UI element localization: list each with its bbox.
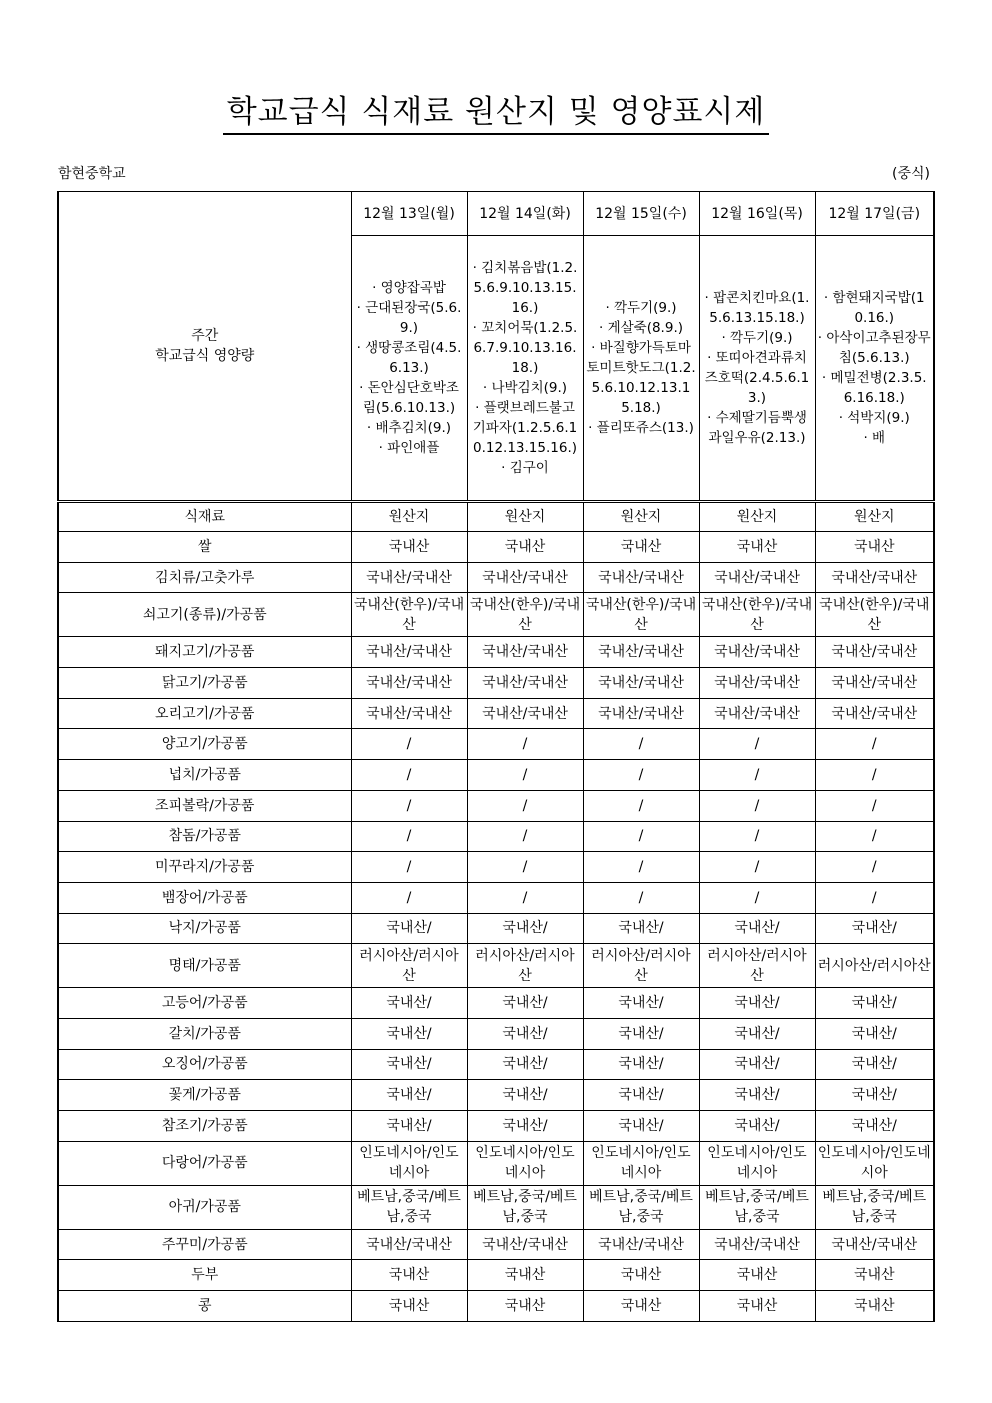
origin-value: 국내산/ <box>815 988 934 1019</box>
origin-value: / <box>815 882 934 913</box>
ingredient-name: 참조기/가공품 <box>58 1111 351 1142</box>
origin-value: 국내산/ <box>467 1049 583 1080</box>
origin-row <box>58 562 934 593</box>
origin-value: 국내산/ <box>467 913 583 944</box>
origin-value: 국내산/ <box>699 1111 815 1142</box>
ingredient-name: 넙치/가공품 <box>58 760 351 791</box>
origin-value: 베트남,중국/베트남,중국 <box>815 1185 934 1229</box>
origin-value: 국내산/ <box>583 1049 699 1080</box>
origin-value: / <box>699 821 815 852</box>
menu-list <box>586 298 697 438</box>
origin-row <box>58 988 934 1019</box>
meal-type: (중식) <box>892 166 930 182</box>
nutrition-label-line-2: 학교급식 영양량 <box>155 348 255 364</box>
origin-value: 국내산/ <box>815 1018 934 1049</box>
ingredient-name: 꽃게/가공품 <box>58 1080 351 1111</box>
origin-value: 국내산 <box>583 1291 699 1322</box>
origin-row <box>58 913 934 944</box>
menu-item: · 게살죽(8.9.) <box>599 320 683 336</box>
origin-value: 국내산/ <box>699 1049 815 1080</box>
origin-value: / <box>699 790 815 821</box>
origin-value: 국내산/국내산 <box>467 637 583 668</box>
origin-row <box>58 1049 934 1080</box>
ingredient-name: 쌀 <box>58 532 351 563</box>
menu-item: · 파인애플 <box>378 440 440 456</box>
origin-value: 국내산/국내산 <box>699 1229 815 1260</box>
origin-value: / <box>351 882 467 913</box>
origin-value: 국내산/ <box>699 913 815 944</box>
origin-value: / <box>815 729 934 760</box>
origin-value: 국내산(한우)/국내산 <box>815 593 934 637</box>
origin-value: 국내산/ <box>467 988 583 1019</box>
origin-header: 원산지 <box>699 502 815 532</box>
origin-row <box>58 1185 934 1229</box>
origin-value: 국내산 <box>351 1260 467 1291</box>
origin-value: 국내산/ <box>815 1049 934 1080</box>
origin-header: 원산지 <box>583 502 699 532</box>
origin-row <box>58 729 934 760</box>
origin-row <box>58 1018 934 1049</box>
origin-value: 국내산/국내산 <box>815 698 934 729</box>
origin-header: 원산지 <box>467 502 583 532</box>
origin-value: 국내산/ <box>815 1080 934 1111</box>
menu-cell <box>699 236 815 502</box>
origin-value: 인도네시아/인도네시아 <box>583 1141 699 1185</box>
menu-item: · 또띠아견과류치즈호떡(2.4.5.6.13.) <box>704 350 810 406</box>
origin-value: 국내산 <box>583 1260 699 1291</box>
origin-value: / <box>583 790 699 821</box>
origin-value: / <box>699 852 815 883</box>
ingredient-name: 아귀/가공품 <box>58 1185 351 1229</box>
ingredient-name: 양고기/가공품 <box>58 729 351 760</box>
date-cell: 12월 17일(금) <box>815 192 934 236</box>
origin-value: 국내산(한우)/국내산 <box>351 593 467 637</box>
origin-value: / <box>351 790 467 821</box>
ingredient-name: 다랑어/가공품 <box>58 1141 351 1185</box>
origin-value: 국내산/국내산 <box>467 698 583 729</box>
menu-item: · 돈안심단호박조림(5.6.10.13.) <box>359 380 459 416</box>
origin-value: / <box>467 760 583 791</box>
menu-item: · 깍두기(9.) <box>605 300 677 316</box>
menu-item: · 배추김치(9.) <box>366 420 452 436</box>
origin-value: 국내산 <box>351 532 467 563</box>
menu-list <box>354 278 465 458</box>
origin-value: 국내산/ <box>351 1111 467 1142</box>
origin-value: 국내산/국내산 <box>351 698 467 729</box>
origin-row <box>58 1080 934 1111</box>
ingredient-name: 명태/가공품 <box>58 944 351 988</box>
origin-row <box>58 637 934 668</box>
origin-value: / <box>351 821 467 852</box>
origin-value: / <box>815 760 934 791</box>
origin-value: 국내산 <box>815 1260 934 1291</box>
menu-item: · 수제딸기듬뿍생과일우유(2.13.) <box>707 410 807 446</box>
origin-value: 국내산/국내산 <box>583 562 699 593</box>
origin-row <box>58 1229 934 1260</box>
page-title <box>0 86 992 135</box>
ingredient-name: 참돔/가공품 <box>58 821 351 852</box>
ingredient-name: 오리고기/가공품 <box>58 698 351 729</box>
origin-value: 국내산/ <box>583 1111 699 1142</box>
origin-header-row <box>58 502 934 532</box>
origin-value: 국내산/국내산 <box>583 698 699 729</box>
origin-header: 원산지 <box>351 502 467 532</box>
origin-value: 국내산 <box>467 1260 583 1291</box>
menu-item: · 나박김치(9.) <box>482 380 568 396</box>
origin-value: 국내산/ <box>351 1018 467 1049</box>
origin-value: 베트남,중국/베트남,중국 <box>699 1185 815 1229</box>
ingredient-name: 오징어/가공품 <box>58 1049 351 1080</box>
origin-value: / <box>815 852 934 883</box>
origin-value: 국내산/국내산 <box>815 637 934 668</box>
menu-item: · 석박지(9.) <box>838 410 910 426</box>
origin-value: / <box>467 852 583 883</box>
menu-item: · 생땅콩조림(4.5.6.13.) <box>356 340 462 376</box>
menu-item: · 플리또쥬스(13.) <box>588 420 694 436</box>
origin-value: 국내산 <box>467 532 583 563</box>
menu-item: · 바질향가득토마토미트핫도그(1.2.5.6.10.12.13.15.18.) <box>586 340 696 416</box>
origin-value: / <box>583 852 699 883</box>
origin-value: 국내산 <box>467 1291 583 1322</box>
origin-value: 국내산/ <box>583 1080 699 1111</box>
origin-value: 국내산/국내산 <box>351 1229 467 1260</box>
origin-value: 국내산/국내산 <box>699 562 815 593</box>
origin-value: / <box>815 790 934 821</box>
origin-value: 국내산/국내산 <box>467 668 583 699</box>
origin-value: 국내산/ <box>583 988 699 1019</box>
menu-item: · 함현돼지국밥(10.16.) <box>823 290 925 326</box>
origin-value: / <box>815 821 934 852</box>
origin-value: / <box>467 821 583 852</box>
origin-value: 국내산/국내산 <box>699 698 815 729</box>
origin-row <box>58 790 934 821</box>
origin-value: 국내산(한우)/국내산 <box>583 593 699 637</box>
menu-cell <box>467 236 583 502</box>
ingredient-name: 갈치/가공품 <box>58 1018 351 1049</box>
origin-value: 베트남,중국/베트남,중국 <box>467 1185 583 1229</box>
origin-value: 국내산/국내산 <box>815 668 934 699</box>
ingredient-header: 식재료 <box>58 502 351 532</box>
origin-row <box>58 882 934 913</box>
menu-item: · 배 <box>863 430 886 446</box>
origin-row <box>58 760 934 791</box>
ingredient-name: 미꾸라지/가공품 <box>58 852 351 883</box>
origin-value: 국내산/ <box>699 1018 815 1049</box>
date-cell: 12월 16일(목) <box>699 192 815 236</box>
origin-value: 러시아산/러시아산 <box>815 944 934 988</box>
ingredient-name: 주꾸미/가공품 <box>58 1229 351 1260</box>
origin-value: 국내산/ <box>351 1049 467 1080</box>
origin-value: 베트남,중국/베트남,중국 <box>583 1185 699 1229</box>
menu-cell <box>815 236 934 502</box>
origin-value: 국내산/국내산 <box>815 1229 934 1260</box>
origin-value: 국내산(한우)/국내산 <box>699 593 815 637</box>
menu-item: · 팝콘치킨마요(1.5.6.13.15.18.) <box>704 290 810 326</box>
origin-value: 러시아산/러시아산 <box>699 944 815 988</box>
origin-value: 국내산 <box>583 532 699 563</box>
origin-value: 국내산/ <box>351 988 467 1019</box>
origin-row <box>58 668 934 699</box>
ingredient-name: 뱀장어/가공품 <box>58 882 351 913</box>
nutrition-label-line-1: 주간 <box>191 328 219 344</box>
origin-value: 국내산/ <box>699 988 815 1019</box>
origin-row <box>58 944 934 988</box>
menu-item: · 김구이 <box>501 460 549 476</box>
menu-cell <box>583 236 699 502</box>
origin-value: 국내산/ <box>467 1080 583 1111</box>
origin-value: 국내산 <box>351 1291 467 1322</box>
ingredient-name: 돼지고기/가공품 <box>58 637 351 668</box>
origin-value: 국내산/국내산 <box>583 1229 699 1260</box>
origin-value: 인도네시아/인도네시아 <box>815 1141 934 1185</box>
origin-value: / <box>699 760 815 791</box>
meal-table <box>57 191 935 1322</box>
menu-list <box>818 288 932 448</box>
origin-row <box>58 821 934 852</box>
origin-value: 국내산 <box>699 532 815 563</box>
origin-value: 인도네시아/인도네시아 <box>467 1141 583 1185</box>
date-cell: 12월 13일(월) <box>351 192 467 236</box>
origin-value: / <box>699 882 815 913</box>
origin-value: 국내산/ <box>351 1080 467 1111</box>
origin-row <box>58 1260 934 1291</box>
origin-value: / <box>583 882 699 913</box>
date-cell: 12월 15일(수) <box>583 192 699 236</box>
ingredient-name: 고등어/가공품 <box>58 988 351 1019</box>
origin-value: 국내산/국내산 <box>351 668 467 699</box>
ingredient-name: 두부 <box>58 1260 351 1291</box>
origin-value: 국내산/국내산 <box>351 637 467 668</box>
origin-value: / <box>583 760 699 791</box>
origin-value: 국내산/ <box>583 913 699 944</box>
origin-value: 국내산/ <box>351 913 467 944</box>
origin-value: / <box>583 729 699 760</box>
origin-row <box>58 1141 934 1185</box>
origin-row <box>58 852 934 883</box>
origin-value: / <box>583 821 699 852</box>
origin-value: 러시아산/러시아산 <box>351 944 467 988</box>
ingredient-name: 김치류/고춧가루 <box>58 562 351 593</box>
origin-value: 국내산/국내산 <box>699 668 815 699</box>
origin-value: 국내산/ <box>583 1018 699 1049</box>
origin-value: / <box>467 729 583 760</box>
menu-item: · 아삭이고추된장무침(5.6.13.) <box>817 330 931 366</box>
menu-item: · 꼬치어묵(1.2.5.6.7.9.10.13.16.18.) <box>472 320 578 376</box>
ingredient-name: 닭고기/가공품 <box>58 668 351 699</box>
origin-row <box>58 1291 934 1322</box>
origin-value: 국내산/ <box>815 913 934 944</box>
menu-item: · 플랫브레드불고기파자(1.2.5.6.10.12.13.15.16.) <box>472 400 578 456</box>
origin-value: 국내산 <box>815 1291 934 1322</box>
origin-value: 국내산/국내산 <box>699 637 815 668</box>
origin-value: 국내산/ <box>815 1111 934 1142</box>
origin-row <box>58 532 934 563</box>
origin-value: 국내산 <box>699 1260 815 1291</box>
origin-value: 국내산/국내산 <box>583 668 699 699</box>
menu-cell <box>351 236 467 502</box>
origin-value: 국내산/국내산 <box>351 562 467 593</box>
origin-value: / <box>351 760 467 791</box>
origin-value: / <box>351 729 467 760</box>
ingredient-name: 조피볼락/가공품 <box>58 790 351 821</box>
menu-list <box>470 258 581 478</box>
menu-item: · 김치볶음밥(1.2.5.6.9.10.13.15.16.) <box>472 260 578 316</box>
origin-value: / <box>699 729 815 760</box>
origin-value: 인도네시아/인도네시아 <box>699 1141 815 1185</box>
meal-table-body <box>58 192 934 1322</box>
ingredient-name: 쇠고기(종류)/가공품 <box>58 593 351 637</box>
date-header-row <box>58 192 934 236</box>
school-name: 함현중학교 <box>58 166 126 182</box>
menu-list <box>702 288 813 448</box>
origin-header: 원산지 <box>815 502 934 532</box>
menu-item: · 근대된장국(5.6.9.) <box>356 300 462 336</box>
origin-value: 국내산 <box>815 532 934 563</box>
origin-value: 국내산 <box>699 1291 815 1322</box>
origin-value: 국내산(한우)/국내산 <box>467 593 583 637</box>
origin-value: 국내산/ <box>467 1111 583 1142</box>
menu-item: · 메밀전병(2.3.5.6.16.18.) <box>821 370 927 406</box>
origin-row <box>58 698 934 729</box>
origin-value: 국내산/국내산 <box>583 637 699 668</box>
origin-value: 국내산/국내산 <box>467 1229 583 1260</box>
origin-value: 국내산/ <box>699 1080 815 1111</box>
origin-row <box>58 593 934 637</box>
origin-value: / <box>467 882 583 913</box>
nutrition-label-cell <box>58 192 351 502</box>
ingredient-name: 낙지/가공품 <box>58 913 351 944</box>
origin-value: 베트남,중국/베트남,중국 <box>351 1185 467 1229</box>
origin-value: 러시아산/러시아산 <box>583 944 699 988</box>
origin-value: 국내산/국내산 <box>467 562 583 593</box>
origin-value: 인도네시아/인도네시아 <box>351 1141 467 1185</box>
origin-value: 국내산/국내산 <box>815 562 934 593</box>
origin-value: 국내산/ <box>467 1018 583 1049</box>
origin-value: / <box>351 852 467 883</box>
menu-item: · 깍두기(9.) <box>721 330 793 346</box>
origin-value: / <box>467 790 583 821</box>
origin-row <box>58 1111 934 1142</box>
menu-item: · 영양잡곡밥 <box>372 280 446 296</box>
origin-value: 러시아산/러시아산 <box>467 944 583 988</box>
date-cell: 12월 14일(화) <box>467 192 583 236</box>
page-title-text: 학교급식 식재료 원산지 및 영양표시제 <box>223 86 770 135</box>
ingredient-name: 콩 <box>58 1291 351 1322</box>
